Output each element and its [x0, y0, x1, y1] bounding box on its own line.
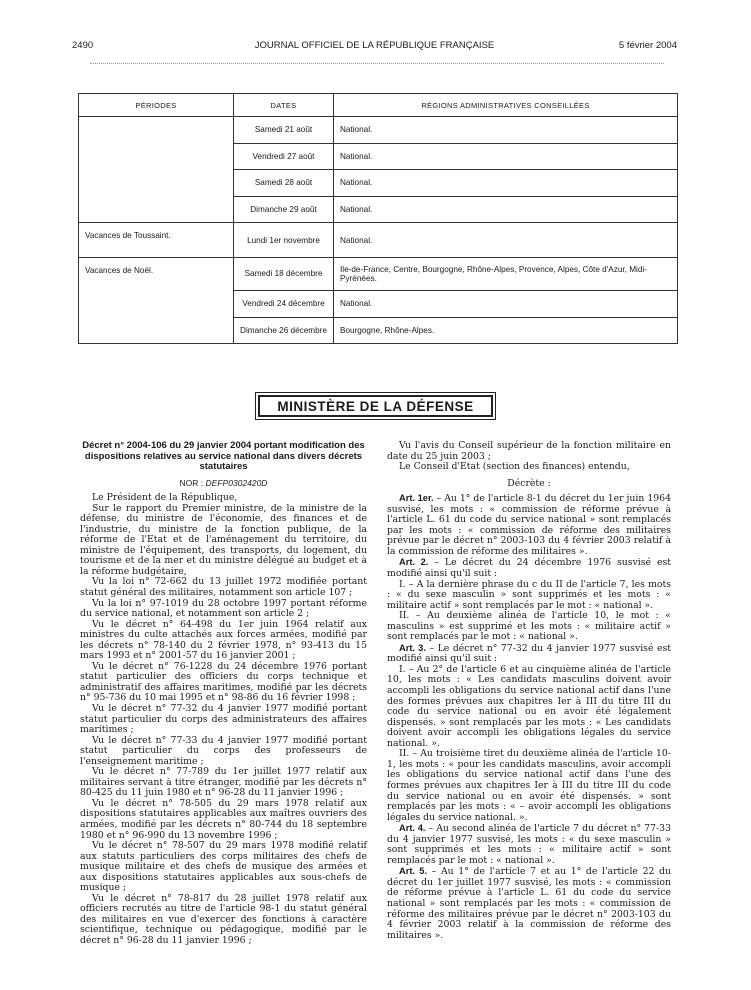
journal-title: JOURNAL OFFICIEL DE LA RÉPUBLIQUE FRANÇAISE: [254, 40, 495, 51]
paragraph: Vu le décret n° 78-817 du 28 juillet 1978 relatif aux officiers recrutés au titre de l'article 98-1 du statut général des militaires en vue d'exercer des fonctions à caractère scientifique, technique ou pédagogique, modifié par le décret n° 96-28 du 11 janvier 1996 ;: [80, 892, 367, 947]
period-cell: Vacances de Noël.: [79, 257, 234, 343]
article-paragraph: I. – Au 2° de l'article 6 et au cinquième alinéa de l'article 10, les mots : « Les candidats masculins doivent avoir accompli les obligations du service national actif dans l'une des formes prévues aux chapitres Ier à III du titre III du code du service national ou en avoir été légalement dispensés. » sont remplacés par les mots : « Les candidats doivent avoir accompli les obligations légales du service national. ».: [387, 663, 671, 749]
article-label: Art. 2.: [399, 557, 429, 568]
ministry-heading: [255, 392, 496, 420]
period-cell: Vacances de Toussaint.: [79, 223, 234, 258]
region-cell: National.: [334, 290, 678, 317]
decree-title: Décret n° 2004-106 du 29 janvier 2004 portant modification des dispositions relatives au service national dans divers décrets statutaires: [82, 440, 365, 472]
article-text: – Le décret du 24 décembre 1976 susvisé est modifié ainsi qu'il suit :: [387, 557, 671, 580]
region-cell: National.: [334, 223, 678, 258]
article-label: Art. 5.: [399, 866, 428, 877]
date-cell: Samedi 18 décembre: [234, 257, 334, 290]
left-column: [80, 441, 367, 947]
page-number: 2490: [72, 40, 94, 51]
holiday-dates-table: [78, 93, 678, 344]
right-column: [387, 441, 671, 941]
region-cell: Bourgogne, Rhône-Alpes.: [334, 317, 678, 344]
date-cell: Samedi 28 août: [234, 170, 334, 197]
paragraph: Vu la loi n° 72-662 du 13 juillet 1972 modifiée portant statut général des militaires, notamment son article 107 ;: [80, 576, 367, 598]
paragraph: Sur le rapport du Premier ministre, de la ministre de la défense, du ministre de l'économie, des finances et de l'industrie, du ministre de la fonction publique, de la réforme de l'Etat et de l'aménagement du territoire, du ministre de l'équipement, des transports, du logement, du tourisme et de la mer et du ministre délégué au budget et à la réforme budgétaire,: [80, 502, 367, 577]
date-cell: Dimanche 29 août: [234, 196, 334, 223]
nor-label: NOR :: [179, 477, 204, 488]
table-row: [79, 257, 678, 290]
paragraph: Vu le décret n° 77-32 du 4 janvier 1977 modifié portant statut particulier du corps des administrateurs des affaires maritimes ;: [80, 702, 367, 736]
region-cell: National.: [334, 143, 678, 170]
nor-value: DEFP0302420D: [205, 477, 268, 488]
paragraph: Le Conseil d'Etat (section des finances) entendu,: [399, 461, 630, 473]
paragraph: Vu le décret n° 78-505 du 29 mars 1978 relatif aux dispositions statutaires applicables aux maîtres ouvriers des armées, modifié par les décrets n° 80-744 du 18 septembre 1980 et n° 96-990 du 13 novembre 1996 ;: [80, 797, 367, 841]
article-paragraph: I. – A la dernière phrase du c du II de l'article 7, les mots : « du sexe masculin » sont supprimés et les mots : « militaire actif » sont remplacés par le mot : « national ».: [387, 578, 671, 611]
paragraph: Vu le décret n° 76-1228 du 24 décembre 1976 portant statut particulier des officiers du corps technique et administratif des affaires maritimes, modifié par les décrets n° 95-736 du 10 mai 1995 et n° 98-86 du 16 février 1998 ;: [80, 660, 367, 704]
issue-date: 5 février 2004: [618, 40, 677, 51]
article-text: – Au 1° de l'article 8-1 du décret du 1er juin 1964 susvisé, les mots : « commission de réforme prévue à l'article L. 61 du code du service national » sont remplacés par les mots : « commission de réforme des militaires prévue par le décret n° 2003-103 du 4 février 2003 relatif à la commission de réforme des militaires ».: [387, 493, 672, 557]
article-2: [387, 557, 671, 579]
paragraph: Vu la loi n° 97-1019 du 28 octobre 1997 portant réforme du service national, et notamment son article 2 ;: [80, 597, 367, 620]
article-text: – Au 1° de l'article 7 et au 1° de l'article 22 du décret du 1er juillet 1977 susvisé, les mots : « commission de réforme prévue à l'article L. 61 du code du service national » sont remplacés par les mots : « commission de réforme des militaires prévue par le décret n° 2003-103 du 4 février 2003 relatif à la commission de réforme des militaires ».: [387, 866, 671, 941]
period-cell-summer: [79, 117, 234, 223]
column-header-periods: PÉRIODES: [79, 94, 234, 117]
region-cell: National.: [334, 196, 678, 223]
article-4: [387, 823, 671, 866]
article-paragraph: II. – Au troisième tiret du deuxième alinéa de l'article 10-1, les mots : « pour les candidats masculins, avoir accompli les obligations du service national actif dans l'une des formes prévues aux chapitres Ier à III du titre III du code du service national ou en avoir été dispensés. » sont remplacés par les mots : « – avoir accompli les obligations légales du service national. ».: [387, 748, 671, 823]
article-text: – Au second alinéa de l'article 7 du décret n° 77-33 du 4 janvier 1977 susvisé, les mots : « du sexe masculin » sont supprimés et les mots : « militaire actif » sont remplacés par le mot : « national ».: [387, 823, 671, 866]
article-paragraph: II. – Au deuxième alinéa de l'article 10, le mot : « masculins » est supprimé et les mots : « militaire actif » sont remplacés par le mot : « national ».: [387, 610, 671, 643]
page-header: [72, 40, 677, 54]
article-1: [387, 493, 671, 557]
date-cell: Vendredi 24 décembre: [234, 290, 334, 317]
date-cell: Dimanche 26 décembre: [234, 317, 334, 344]
paragraph: Le Président de la République,: [92, 492, 238, 504]
region-cell: National.: [334, 170, 678, 197]
article-5: [387, 866, 671, 941]
ministry-title: MINISTÈRE DE LA DÉFENSE: [258, 395, 493, 417]
paragraph: Vu le décret n° 77-33 du 4 janvier 1977 modifié portant statut particulier du corps des professeurs de l'enseignement maritime ;: [80, 734, 367, 767]
table-header-row: [79, 94, 678, 117]
article-3: [387, 643, 671, 665]
date-cell: Samedi 21 août: [234, 117, 334, 144]
header-divider: [90, 63, 664, 64]
article-label: Art. 4.: [399, 823, 426, 834]
paragraph: Vu l'avis du Conseil supérieur de la fonction militaire en date du 25 juin 2003 ;: [387, 440, 671, 462]
article-text: – Le décret n° 77-32 du 4 janvier 1977 susvisé est modifié ainsi qu'il suit :: [387, 642, 671, 665]
nor-reference: [80, 478, 367, 489]
table-row: [79, 117, 678, 144]
region-cell: National.: [334, 117, 678, 144]
article-label: Art. 1er.: [399, 493, 434, 504]
paragraph: Vu le décret n° 78-507 du 29 mars 1978 modifié relatif aux statuts particuliers des corps militaires des chefs de musique militaire et des chefs de musique des armées et aux dispositions statutaires applicables aux sous-chefs de musique ;: [80, 840, 367, 894]
region-cell: Ile-de-France, Centre, Bourgogne, Rhône-Alpes, Provence, Alpes, Côte d'Azur, Midi-Pyrénées.: [334, 257, 678, 290]
date-cell: Vendredi 27 août: [234, 143, 334, 170]
table-row: [79, 223, 678, 258]
article-label: Art. 3.: [399, 642, 426, 653]
column-header-regions: RÉGIONS ADMINISTRATIVES CONSEILLÉES: [334, 94, 678, 117]
decrete-heading: Décrète :: [507, 477, 551, 489]
paragraph: Vu le décret n° 77-789 du 1er juillet 1977 relatif aux militaires servant à titre étranger, modifié par les décrets n° 80-425 du 11 juin 1980 et n° 96-28 du 11 janvier 1996 ;: [80, 766, 367, 799]
paragraph: Vu le décret n° 64-498 du 1er juin 1964 relatif aux ministres du culte attachés aux forces armées, modifié par les décrets n° 78-140 du 2 février 1978, n° 93-413 du 15 mars 1993 et n° 2001-57 du 16 janvier 2001 ;: [80, 618, 367, 662]
date-cell: Lundi 1er novembre: [234, 223, 334, 258]
column-header-dates: DATES: [234, 94, 334, 117]
